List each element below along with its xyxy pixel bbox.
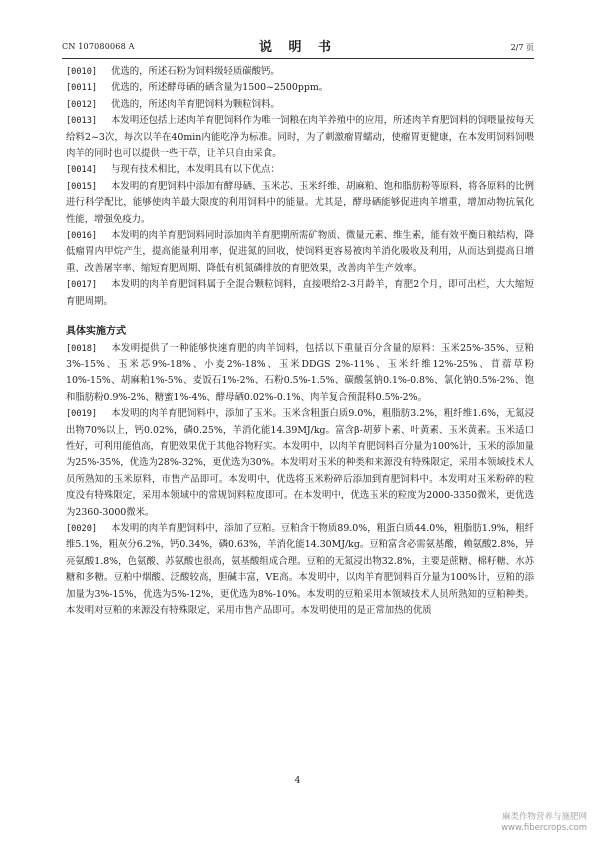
page-counter: 2/7 页	[510, 43, 534, 52]
paragraph-text: 本发明的肉羊育肥饲料中，添加了豆粕。豆粕含干物质89.0%，粗蛋白质44.0%，粗脂肪1.9%，粗纤维5.1%，粗灰分6.2%，钙0.34%，磷0.63%，羊消化能14.30MJ/kg。豆粕富含必需氨基酸，赖氨酸2.8%，异亮氨酸1.8%，色氨酸、苏氨酸也很高，氨基酸组成合理。豆粕的无氮浸出物32.8%，主要是蔗糖、棉籽糖、水苏糖和多糖。豆粕中烟酸、泛酸较高，胆碱丰富，VE高。本发明中，以肉羊育肥饲料百分量为100%计，豆粕的添加量为3%-15%，优选为5%-12%，更优选为8%-10%。本发明的豆粕采用本领域技术人员所熟知的豆粕种类。本发明对豆粕的来源没有特殊限定，采用市售产品即可。本发明使用的是正常加热的优质	[66, 522, 534, 616]
paragraph-text: 优选的，所述酵母硒的硒含量为1500~2500ppm。	[111, 82, 329, 94]
patent-number: CN 107080068 A	[62, 42, 135, 51]
paragraph-text: 本发明的肉羊育肥饲料中，添加了玉米。玉米含粗蛋白质9.0%，粗脂肪3.2%，粗纤维1.6%，无氮浸出物70%以上，钙0.02%，磷0.25%，羊消化能14.39MJ/kg。富含β-胡萝卜素、叶黄素、玉米黄素。玉米适口性好，可利用能值高，育肥效果优于其他谷物籽实。本发明中，以肉羊育肥饲料百分量为100%计，玉米的添加量为25%-35%，优选为28%-32%，更优选为30%。本发明对玉米的种类和来源没有特殊限定，采用本领域技术人员所熟知的玉米原料，市售产品即可。本发明中，优选将玉米粉碎后添加到育肥饲料中。本发明对玉米粉碎的粒度没有特殊限定，采用本领域中的常规饲料粒度即可。在本发明中，优选玉米的粒度为2000-3350微米，更优选为2360-3000微米。	[66, 408, 534, 518]
paragraph-text: 本发明提供了一种能够快速育肥的肉羊饲料，包括以下重量百分含量的原料：玉米25%-35%、豆粕3%-15%、玉米芯9%-18%、小麦2%-18%、玉米DDGS 2%-11%、玉米纤维12%-25%、苜蓿草粉10%-15%、胡麻粕1%-5%、麦饭石1%-2%、石粉0.5%-1.5%、碳酸氢钠0.1%-0.8%、氯化钠0.5%-2%、饱和脂肪粉0.9%-2%、糖蜜1%-4%、酵母硒0.02%-0.1%、肉羊复合预混料0.5%-2%。	[66, 342, 534, 403]
section-heading: 具体实施方式	[66, 326, 126, 338]
watermark-site-name: 麻类作物营养与施肥网	[501, 812, 587, 822]
header-divider	[62, 58, 534, 59]
paragraph-0014	[66, 162, 534, 178]
paragraph-number: [0017]	[66, 280, 98, 291]
page-number: 4	[294, 776, 301, 786]
document-body	[66, 64, 534, 619]
paragraph-0017	[66, 277, 534, 310]
paragraph-0018	[66, 341, 534, 407]
paragraph-text: 本发明的育肥饲料中添加有酵母硒、玉米芯、玉米纤维、胡麻粕、饱和脂肪粉等原料，将各原料的比例进行科学配比，能够使肉羊最大限度的利用饲料中的能量。尤其是，酵母硒能够促进肉羊增重，增加动物抗氧化性能，增强免疫力。	[66, 180, 534, 225]
paragraph-0012	[66, 97, 534, 113]
paragraph-text: 本发明还包括上述肉羊育肥饲料作为唯一饲粮在肉羊养殖中的应用，所述肉羊育肥饲料的饲喂量按每天给料2~3次，每次以羊在40min内能吃净为标准。同时，为了刺激瘤胃蠕动，使瘤胃更健康，在本发明饲料饲喂肉羊的同时也可以提供一些干草，让羊只自由采食。	[66, 115, 534, 160]
paragraph-number: [0015]	[66, 181, 98, 192]
paragraph-number: [0013]	[66, 116, 98, 127]
paragraph-text: 优选的，所述石粉为饲料级轻质碳酸钙。	[111, 66, 280, 77]
watermark-url: www.fibercrops.com	[501, 823, 587, 833]
paragraph-0010	[66, 64, 534, 80]
watermark	[501, 812, 587, 834]
paragraph-0020	[66, 521, 534, 619]
paragraph-number: [0018]	[66, 343, 98, 354]
page-header	[62, 36, 534, 56]
paragraph-0015	[66, 179, 534, 228]
paragraph-text: 本发明的肉羊育肥饲料属于全混合颗粒饲料，直接喂给2-3月龄羊，育肥2个月，即可出栏，大大缩短育肥周期。	[66, 279, 534, 307]
paragraph-0011	[66, 80, 534, 96]
paragraph-number: [0011]	[66, 83, 98, 94]
paragraph-text: 优选的，所述肉羊育肥饲料为颗粒饲料。	[111, 98, 280, 110]
paragraph-number: [0014]	[66, 165, 98, 176]
paragraph-0016	[66, 228, 534, 277]
document-title: 说 明 书	[258, 40, 338, 55]
paragraph-text: 与现有技术相比，本发明具有以下优点：	[111, 164, 280, 176]
paragraph-0019	[66, 406, 534, 521]
paragraph-text: 本发明的肉羊育肥饲料同时添加肉羊育肥期所需矿物质、微量元素、维生素，能有效平衡日粮结构，降低瘤胃内甲烷产生，提高能量利用率，促进氮的回收，使饲料更容易被肉羊消化吸收及利用，从而达到提高日增重、改善屠宰率、缩短育肥周期、降低有机氮磷排放的育肥效果，改善肉羊生产效率。	[66, 230, 534, 274]
paragraph-number: [0016]	[66, 231, 98, 242]
paragraph-number: [0019]	[66, 409, 98, 420]
paragraph-number: [0020]	[66, 523, 98, 534]
paragraph-number: [0010]	[66, 67, 98, 77]
paragraph-0013	[66, 113, 534, 162]
paragraph-number: [0012]	[66, 99, 98, 110]
